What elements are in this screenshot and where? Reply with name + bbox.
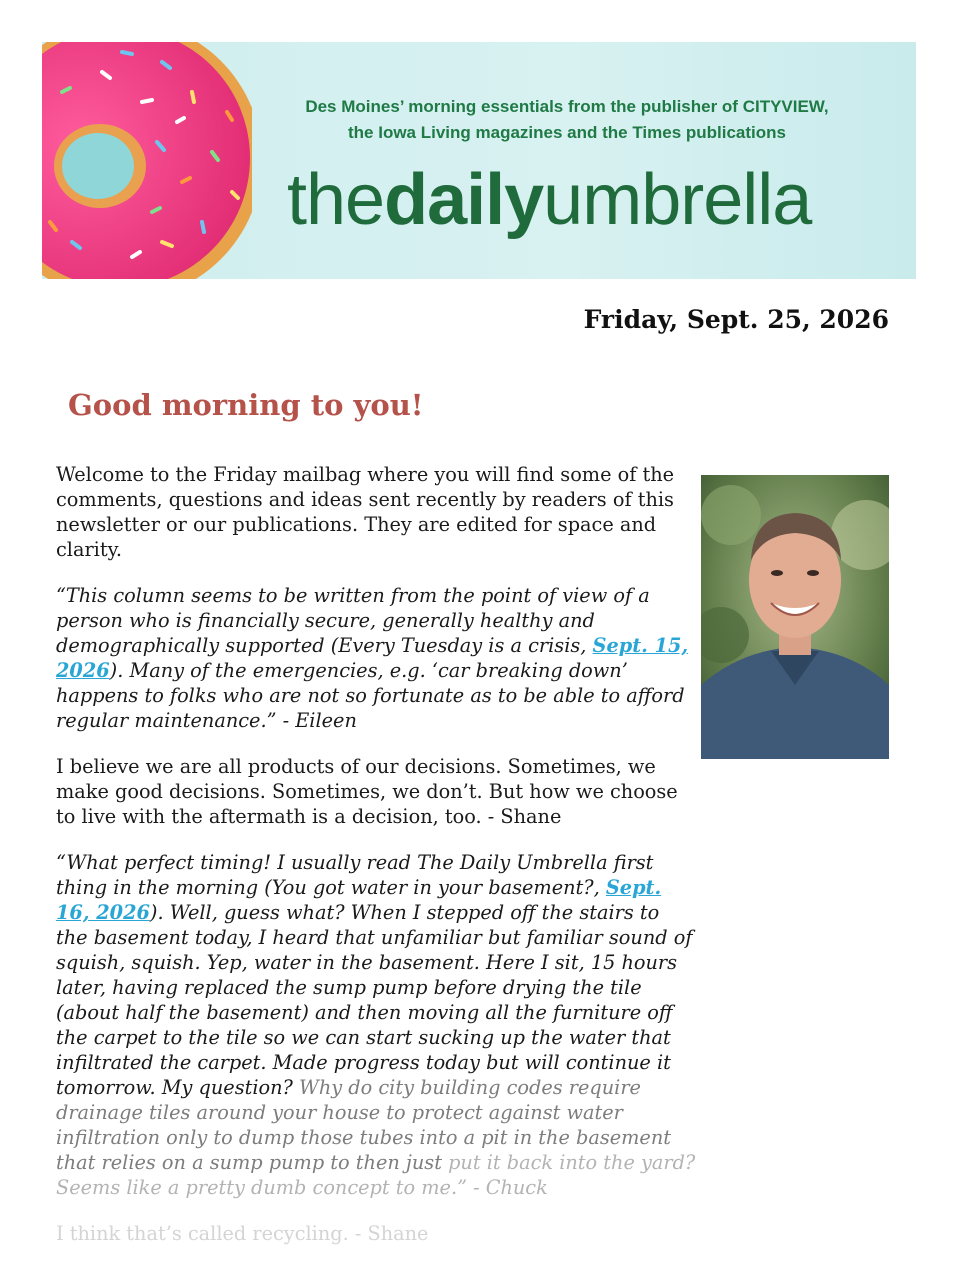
reply-paragraph: I think that’s called recycling. - Shane	[56, 1222, 429, 1245]
link-sept-16[interactable]: Sept. 16, 2026	[56, 876, 662, 924]
letter-text: ). Many of the emergencies, e.g. ‘car breaking down’ happens to folks who are not so fortunate as to be able to afford regular maintenance.” - Eileen	[56, 659, 685, 732]
letter-text: “This column seems to be written from the point of view of a person who is financially secure, generally healthy and demographically supported (Every Tuesday is a crisis,	[56, 584, 650, 657]
letter-text: ). Well, guess what? When I stepped off the stairs to the basement today, I heard that unfamiliar but familiar sound of squish, squish. Yep, water in the basement. Here I sit, 15 hours later, having replaced the sump pump before drying the tile (about half the basement) and then moving all the furniture off the carpet to the tile so we can start sucking up the water that infiltrated the carpet. Made progress today but will continue it tomorrow. My question?	[56, 901, 693, 1099]
tagline-line-1: Des Moines’ morning essentials from the publisher of CITYVIEW,	[305, 97, 829, 116]
letter-text: “What perfect timing! I usually read The Daily Umbrella first thing in the morning (You got water in your basement?,	[56, 851, 654, 899]
newsletter-banner	[42, 42, 916, 279]
intro-paragraph: Welcome to the Friday mailbag where you will find some of the comments, questions and ideas sent recently by readers of this newsletter or our publications. They are edited for space and clarity.	[56, 463, 675, 561]
greeting-heading: Good morning to you!	[68, 388, 424, 422]
logo-the: the	[287, 160, 385, 240]
link-sept-15[interactable]: Sept. 15, 2026	[56, 634, 689, 682]
donut-image	[42, 42, 252, 279]
tagline-line-2: the Iowa Living magazines and the Times publications	[348, 123, 786, 142]
banner-tagline	[257, 94, 877, 146]
letter-text-faded: put it back into the yard? Seems like a pretty dumb concept to me.” - Chuck	[56, 1151, 696, 1199]
issue-date: Friday, Sept. 25, 2026	[583, 305, 889, 334]
logo-daily: daily	[384, 160, 544, 240]
reader-letter-chuck	[56, 850, 696, 1200]
letter-text-faded: Why do city building codes require drainage tiles around your house to protect against water infiltration only to dump those tubes into a pit in the basement that relies on a sump pump to then just	[56, 1076, 672, 1174]
newsletter-logo	[287, 160, 811, 240]
logo-umbrella: umbrella	[543, 160, 812, 240]
reply-paragraph: I believe we are all products of our decisions. Sometimes, we make good decisions. Sometimes, we don’t. But how we choose to live with the aftermath is a decision, too. - Shane	[56, 755, 678, 828]
author-photo	[701, 475, 889, 759]
article-body	[56, 462, 696, 1267]
reader-letter-eileen	[56, 583, 696, 733]
